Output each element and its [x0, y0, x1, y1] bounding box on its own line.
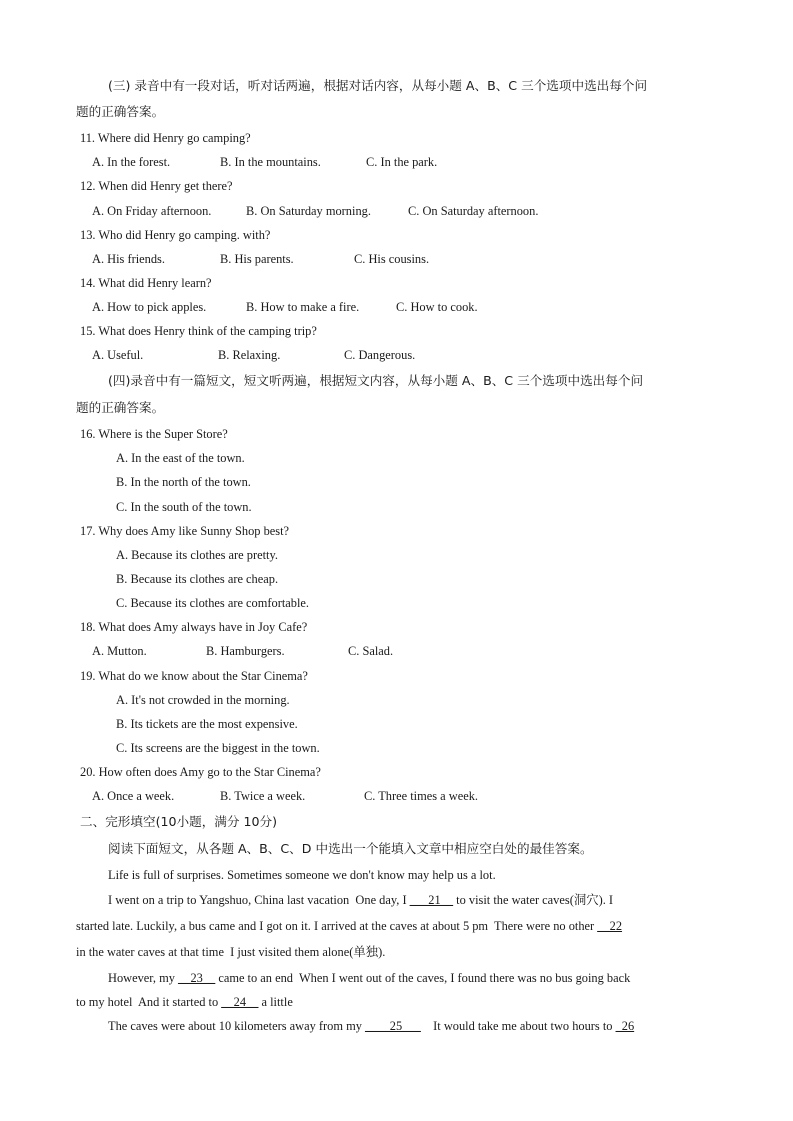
section3-instruction: (三) 录音中有一段对话，听对话两遍，根据对话内容，从每小题 A、B、C 三个选项中选出每个问 [108, 78, 648, 93]
q12-option-b: B. On Saturday morning. [246, 204, 371, 218]
section3-instruction-cont: 题的正确答案。 [76, 104, 165, 119]
q12-option-c: C. On Saturday afternoon. [408, 204, 539, 218]
cloze-text: I went on a trip to Yangshuo, China last vacation One day, I [108, 893, 410, 907]
q13-option-c: C. His cousins. [354, 252, 430, 266]
question-17: 17. Why does Amy like Sunny Shop best? [80, 524, 290, 538]
q20-option-b: B. Twice a week. [220, 789, 306, 803]
q14-option-b: B. How to make a fire. [246, 300, 360, 314]
q19-option-a: A. It's not crowded in the morning. [116, 693, 290, 707]
section4-instruction-cont: 题的正确答案。 [76, 400, 165, 415]
blank-25: ____25___ [365, 1019, 421, 1033]
cloze-text: to my hotel And it started to [76, 995, 222, 1009]
q14-option-a: A. How to pick apples. [92, 300, 207, 314]
cloze-paragraph-2-line-1 [108, 892, 613, 908]
q11-option-a: A. In the forest. [92, 155, 171, 169]
question-12: 12. When did Henry get there? [80, 179, 233, 193]
question-13: 13. Who did Henry go camping. with? [80, 228, 271, 242]
q18-option-c: C. Salad. [348, 644, 394, 658]
q15-option-c: C. Dangerous. [344, 348, 416, 362]
q14-option-c: C. How to cook. [396, 300, 478, 314]
cloze-text: It would take me about two hours to [420, 1019, 616, 1033]
cloze-text: came to an end When I went out of the caves, I found there was no bus going back [215, 971, 631, 985]
cloze-text: started late. Luckily, a bus came and I got on it. I arrived at the caves at about 5 pm There were no other [76, 919, 598, 933]
q13-option-a: A. His friends. [92, 252, 165, 266]
cloze-paragraph-3-line-1 [108, 970, 630, 986]
cloze-text: However, my [108, 971, 179, 985]
question-14: 14. What did Henry learn? [80, 276, 212, 290]
q20-option-c: C. Three times a week. [364, 789, 479, 803]
q20-option-a: A. Once a week. [92, 789, 175, 803]
section4-instruction: (四)录音中有一篇短文，短文听两遍，根据短文内容，从每小题 A、B、C 三个选项中选出每个问 [108, 373, 644, 388]
q17-option-b: B. Because its clothes are cheap. [116, 572, 279, 586]
q15-option-a: A. Useful. [92, 348, 144, 362]
question-15: 15. What does Henry think of the camping trip? [80, 324, 317, 338]
q16-option-c: C. In the south of the town. [116, 500, 252, 514]
blank-26: _26 [615, 1019, 635, 1033]
cloze-paragraph-3-line-2 [76, 994, 293, 1010]
question-19: 19. What do we know about the Star Cinema? [80, 669, 308, 683]
question-16: 16. Where is the Super Store? [80, 427, 228, 441]
cloze-text: to visit the water caves(洞穴). I [453, 893, 614, 907]
q11-option-c: C. In the park. [366, 155, 438, 169]
q12-option-a: A. On Friday afternoon. [92, 204, 212, 218]
blank-22: __22 [597, 919, 623, 933]
cloze-paragraph-2-line-2 [76, 918, 622, 934]
q16-option-b: B. In the north of the town. [116, 475, 251, 489]
q17-option-c: C. Because its clothes are comfortable. [116, 596, 310, 610]
cloze-paragraph-2-line-3: in the water caves at that time I just visited them alone(单独). [76, 945, 386, 959]
question-20: 20. How often does Amy go to the Star Cinema? [80, 765, 321, 779]
question-11: 11. Where did Henry go camping? [80, 131, 251, 145]
cloze-text: a little [258, 995, 293, 1009]
q16-option-a: A. In the east of the town. [116, 451, 245, 465]
q15-option-b: B. Relaxing. [218, 348, 281, 362]
q17-option-a: A. Because its clothes are pretty. [116, 548, 278, 562]
q13-option-b: B. His parents. [220, 252, 294, 266]
cloze-text: The caves were about 10 kilometers away from my [108, 1019, 366, 1033]
cloze-paragraph-1: Life is full of surprises. Sometimes someone we don't know may help us a lot. [108, 868, 496, 882]
q19-option-c: C. Its screens are the biggest in the town. [116, 741, 320, 755]
blank-24: __24__ [221, 995, 259, 1009]
q18-option-a: A. Mutton. [92, 644, 147, 658]
q18-option-b: B. Hamburgers. [206, 644, 285, 658]
cloze-heading: 二、完形填空(10小题，满分 10分) [80, 814, 278, 829]
question-18: 18. What does Amy always have in Joy Cafe? [80, 620, 308, 634]
q11-option-b: B. In the mountains. [220, 155, 321, 169]
q19-option-b: B. Its tickets are the most expensive. [116, 717, 298, 731]
blank-21: ___21__ [409, 893, 454, 907]
cloze-paragraph-4 [108, 1018, 634, 1034]
blank-23: __23__ [178, 971, 216, 985]
cloze-instruction: 阅读下面短文，从各题 A、B、C、D 中选出一个能填入文章中相应空白处的最佳答案。 [108, 841, 593, 856]
